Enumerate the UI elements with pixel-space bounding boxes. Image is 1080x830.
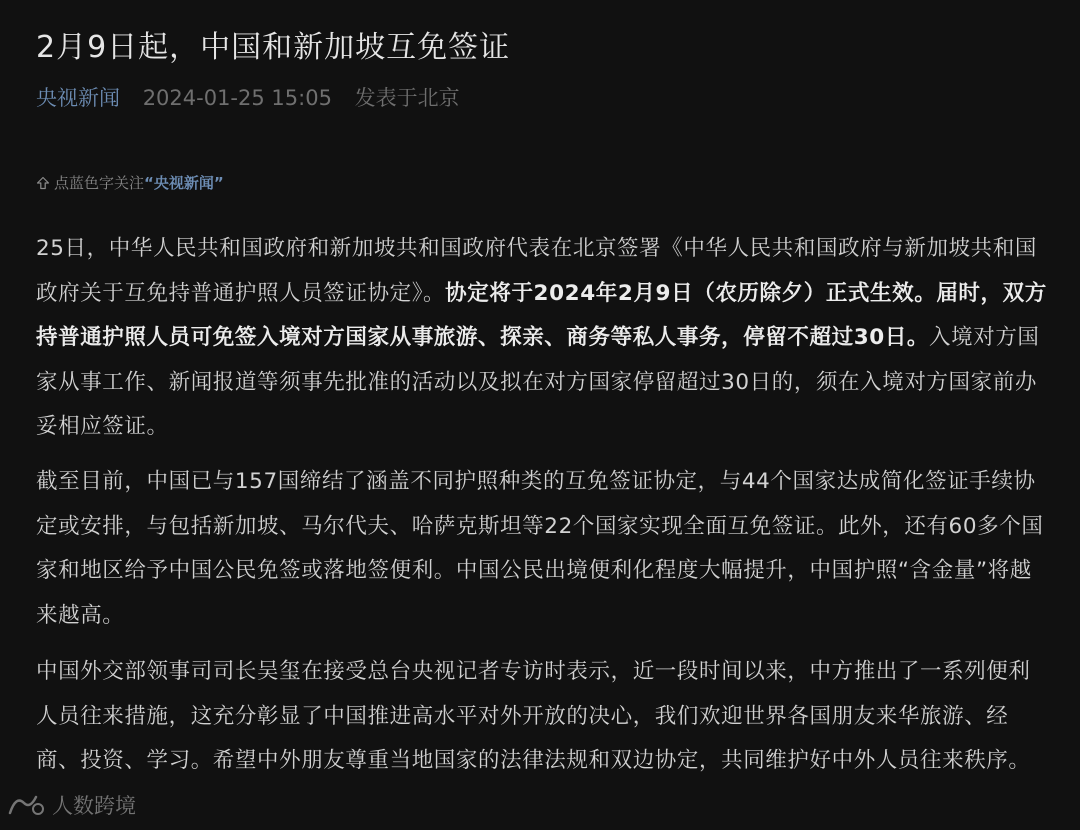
follow-account-link[interactable]: “央视新闻”: [144, 174, 224, 192]
watermark: [6, 790, 136, 820]
article-title: 2月9日起，中国和新加坡互免签证: [36, 30, 511, 65]
paragraph-3: 中国外交部领事司司长吴玺在接受总台央视记者专访时表示，近一段时间以来，中方推出了一系列便利人员往来措施，这充分彰显了中国推进高水平对外开放的决心，我们欢迎世界各国朋友来华旅游、经商、投资、学习。希望中外朋友尊重当地国家的法律法规和双边协定，共同维护好中外人员往来秩序。: [36, 659, 1031, 773]
brand-logo-icon: [6, 791, 46, 819]
watermark-text: 人数跨境: [52, 794, 136, 818]
paragraph-1-text-end: 入境对方国家从事工作、新闻报道等须事先批准的活动以及拟在对方国家停留超过30日的，须在入境对方国家前办妥相应签证。: [36, 325, 1040, 439]
paragraph-1: [36, 227, 1048, 450]
arrow-up-icon: [36, 176, 50, 190]
article-meta: [36, 82, 460, 112]
follow-hint-text: 点蓝色字关注: [54, 174, 145, 192]
paragraph-1-text-start: 25日，中华人民共和国政府和新加坡共和国政府代表在北京签署《中华人民共和国政府与新加坡共和国政府关于互免持普通护照人员签证协定》。: [36, 236, 1037, 306]
publish-date: 2024-01-25 15:05: [142, 86, 332, 110]
publish-location: 发表于北京: [354, 86, 460, 110]
source-account-link[interactable]: 央视新闻: [36, 86, 120, 110]
paragraph-1-bold-text: 协定将于2024年2月9日（农历除夕）正式生效。届时，双方持普通护照人员可免签入境对方国家从事旅游、探亲、商务等私人事务，停留不超过30日。: [36, 280, 1047, 350]
paragraph-2: 截至目前，中国已与157国缔结了涵盖不同护照种类的互免签证协定，与44个国家达成简化签证手续协定或安排，与包括新加坡、马尔代夫、哈萨克斯坦等22个国家实现全面互免签证。此外，还有60多个国家和地区给予中国公民免签或落地签便利。中国公民出境便利化程度大幅提升，中国护照“含金量”将越来越高。: [36, 469, 1044, 628]
follow-hint: [36, 172, 224, 193]
